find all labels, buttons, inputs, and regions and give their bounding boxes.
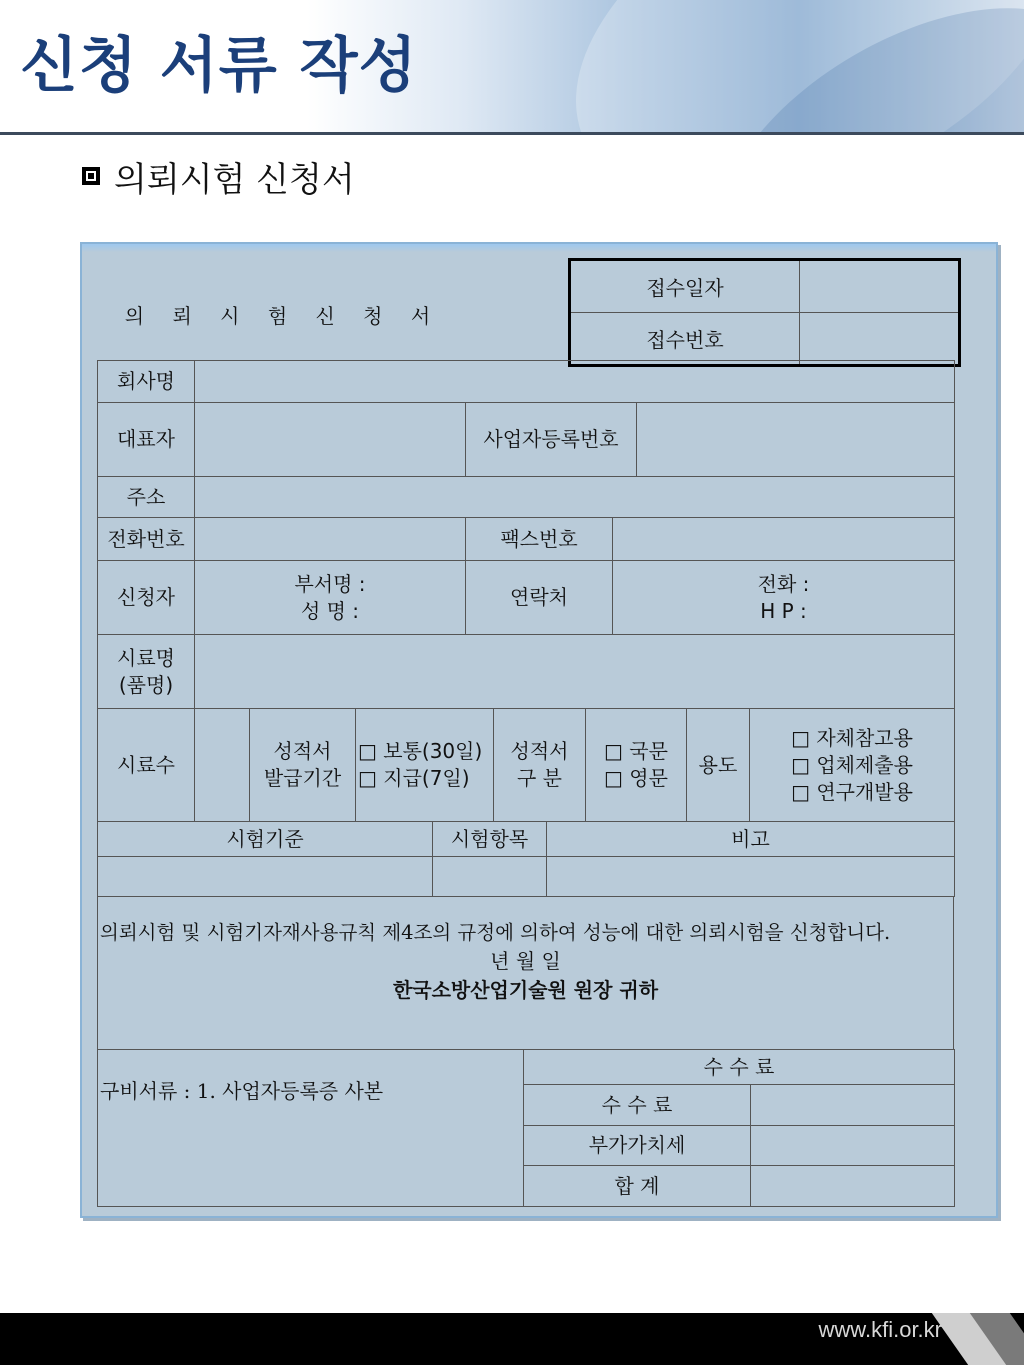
person-name-line: 성 명 : bbox=[300, 598, 360, 623]
remarks-field[interactable] bbox=[547, 857, 955, 897]
attachments-text: 구비서류 : 1. 사업자등록증 사본 bbox=[98, 1050, 524, 1207]
korean-report-checkbox[interactable]: □ 국문 bbox=[604, 739, 668, 763]
declaration-cell bbox=[98, 897, 954, 1050]
test-item-label: 시험항목 bbox=[433, 822, 547, 857]
issue-period-options bbox=[356, 709, 494, 822]
sample-count-label: 시료수 bbox=[98, 709, 195, 822]
phone-label: 전화번호 bbox=[98, 518, 195, 561]
declaration-text: 의뢰시험 및 시험기자재사용규칙 제4조의 규정에 의하여 성능에 대한 의뢰시험을 신청합니다. bbox=[100, 921, 891, 944]
test-standard-field[interactable] bbox=[98, 857, 433, 897]
fee-header: 수 수 료 bbox=[524, 1050, 955, 1085]
department-line: 부서명 : bbox=[294, 571, 366, 596]
issue-period-label-line1: 성적서 bbox=[273, 739, 332, 763]
sample-name-label bbox=[98, 635, 195, 709]
receipt-box bbox=[568, 258, 961, 367]
form-title: 의 뢰 시 험 신 청 서 bbox=[124, 304, 442, 328]
header-divider bbox=[0, 132, 1024, 135]
telephone-line: 전화 : bbox=[757, 571, 810, 596]
contact-field[interactable] bbox=[613, 561, 955, 635]
business-number-label: 사업자등록번호 bbox=[466, 403, 637, 477]
receipt-date-field[interactable] bbox=[800, 260, 960, 313]
sample-name-label-line2: (품명) bbox=[118, 672, 174, 697]
company-label: 회사명 bbox=[98, 361, 195, 403]
section-heading: 의뢰시험 신청서 bbox=[114, 159, 355, 200]
business-number-field[interactable] bbox=[637, 403, 955, 477]
urgent-period-checkbox[interactable]: □ 지급(7일) bbox=[358, 766, 470, 790]
english-report-checkbox[interactable]: □ 영문 bbox=[604, 766, 668, 790]
mobile-line: H P : bbox=[760, 598, 807, 623]
issue-period-label bbox=[250, 709, 356, 822]
phone-field[interactable] bbox=[195, 518, 466, 561]
self-reference-checkbox[interactable]: □ 자체참고용 bbox=[791, 725, 913, 750]
fax-label: 팩스번호 bbox=[466, 518, 613, 561]
contact-label: 연락처 bbox=[466, 561, 613, 635]
test-standard-label: 시험기준 bbox=[98, 822, 433, 857]
footer-url: www.kfi.or.kr bbox=[818, 1317, 942, 1342]
normal-period-checkbox[interactable]: □ 보통(30일) bbox=[358, 739, 483, 763]
date-line: 년 월 일 bbox=[490, 949, 561, 973]
report-type-label-line2: 구 분 bbox=[517, 766, 562, 790]
receipt-date-label: 접수일자 bbox=[570, 260, 800, 313]
address-field[interactable] bbox=[195, 477, 955, 518]
purpose-options bbox=[750, 709, 955, 822]
fee-label: 수 수 료 bbox=[524, 1085, 751, 1126]
remarks-label: 비고 bbox=[547, 822, 955, 857]
test-info-table bbox=[97, 821, 955, 897]
sample-name-field[interactable] bbox=[195, 635, 955, 709]
sample-count-field[interactable] bbox=[195, 709, 250, 822]
issue-period-label-line2: 발급기간 bbox=[263, 766, 342, 790]
report-type-label-line1: 성적서 bbox=[510, 739, 569, 763]
square-bullet-icon bbox=[82, 167, 100, 185]
address-label: 주소 bbox=[98, 477, 195, 518]
applicant-label: 신청자 bbox=[98, 561, 195, 635]
applicant-info-table bbox=[97, 360, 955, 709]
declaration-table bbox=[97, 896, 954, 1050]
fee-field[interactable] bbox=[751, 1085, 955, 1126]
representative-label: 대표자 bbox=[98, 403, 195, 477]
company-submission-checkbox[interactable]: □ 업체제출용 bbox=[791, 752, 913, 777]
fax-field[interactable] bbox=[613, 518, 955, 561]
representative-field[interactable] bbox=[195, 403, 466, 477]
fee-table bbox=[97, 1049, 955, 1207]
receipt-number-label: 접수번호 bbox=[570, 313, 800, 366]
report-type-options bbox=[586, 709, 687, 822]
total-label: 합 계 bbox=[524, 1166, 751, 1207]
vat-field[interactable] bbox=[751, 1126, 955, 1166]
page-title: 신청 서류 작성 bbox=[20, 31, 418, 101]
research-checkbox[interactable]: □ 연구개발용 bbox=[791, 779, 913, 804]
total-field[interactable] bbox=[751, 1166, 955, 1207]
applicant-field[interactable] bbox=[195, 561, 466, 635]
test-item-field[interactable] bbox=[433, 857, 547, 897]
sample-name-label-line1: 시료명 bbox=[117, 645, 175, 670]
section-bullet bbox=[82, 152, 355, 200]
purpose-label: 용도 bbox=[687, 709, 750, 822]
vat-label: 부가가치세 bbox=[524, 1126, 751, 1166]
report-type-label bbox=[494, 709, 586, 822]
sample-options-table bbox=[97, 708, 955, 822]
receipt-number-field[interactable] bbox=[800, 313, 960, 366]
addressee: 한국소방산업기술원 원장 귀하 bbox=[392, 978, 659, 1002]
company-field[interactable] bbox=[195, 361, 955, 403]
